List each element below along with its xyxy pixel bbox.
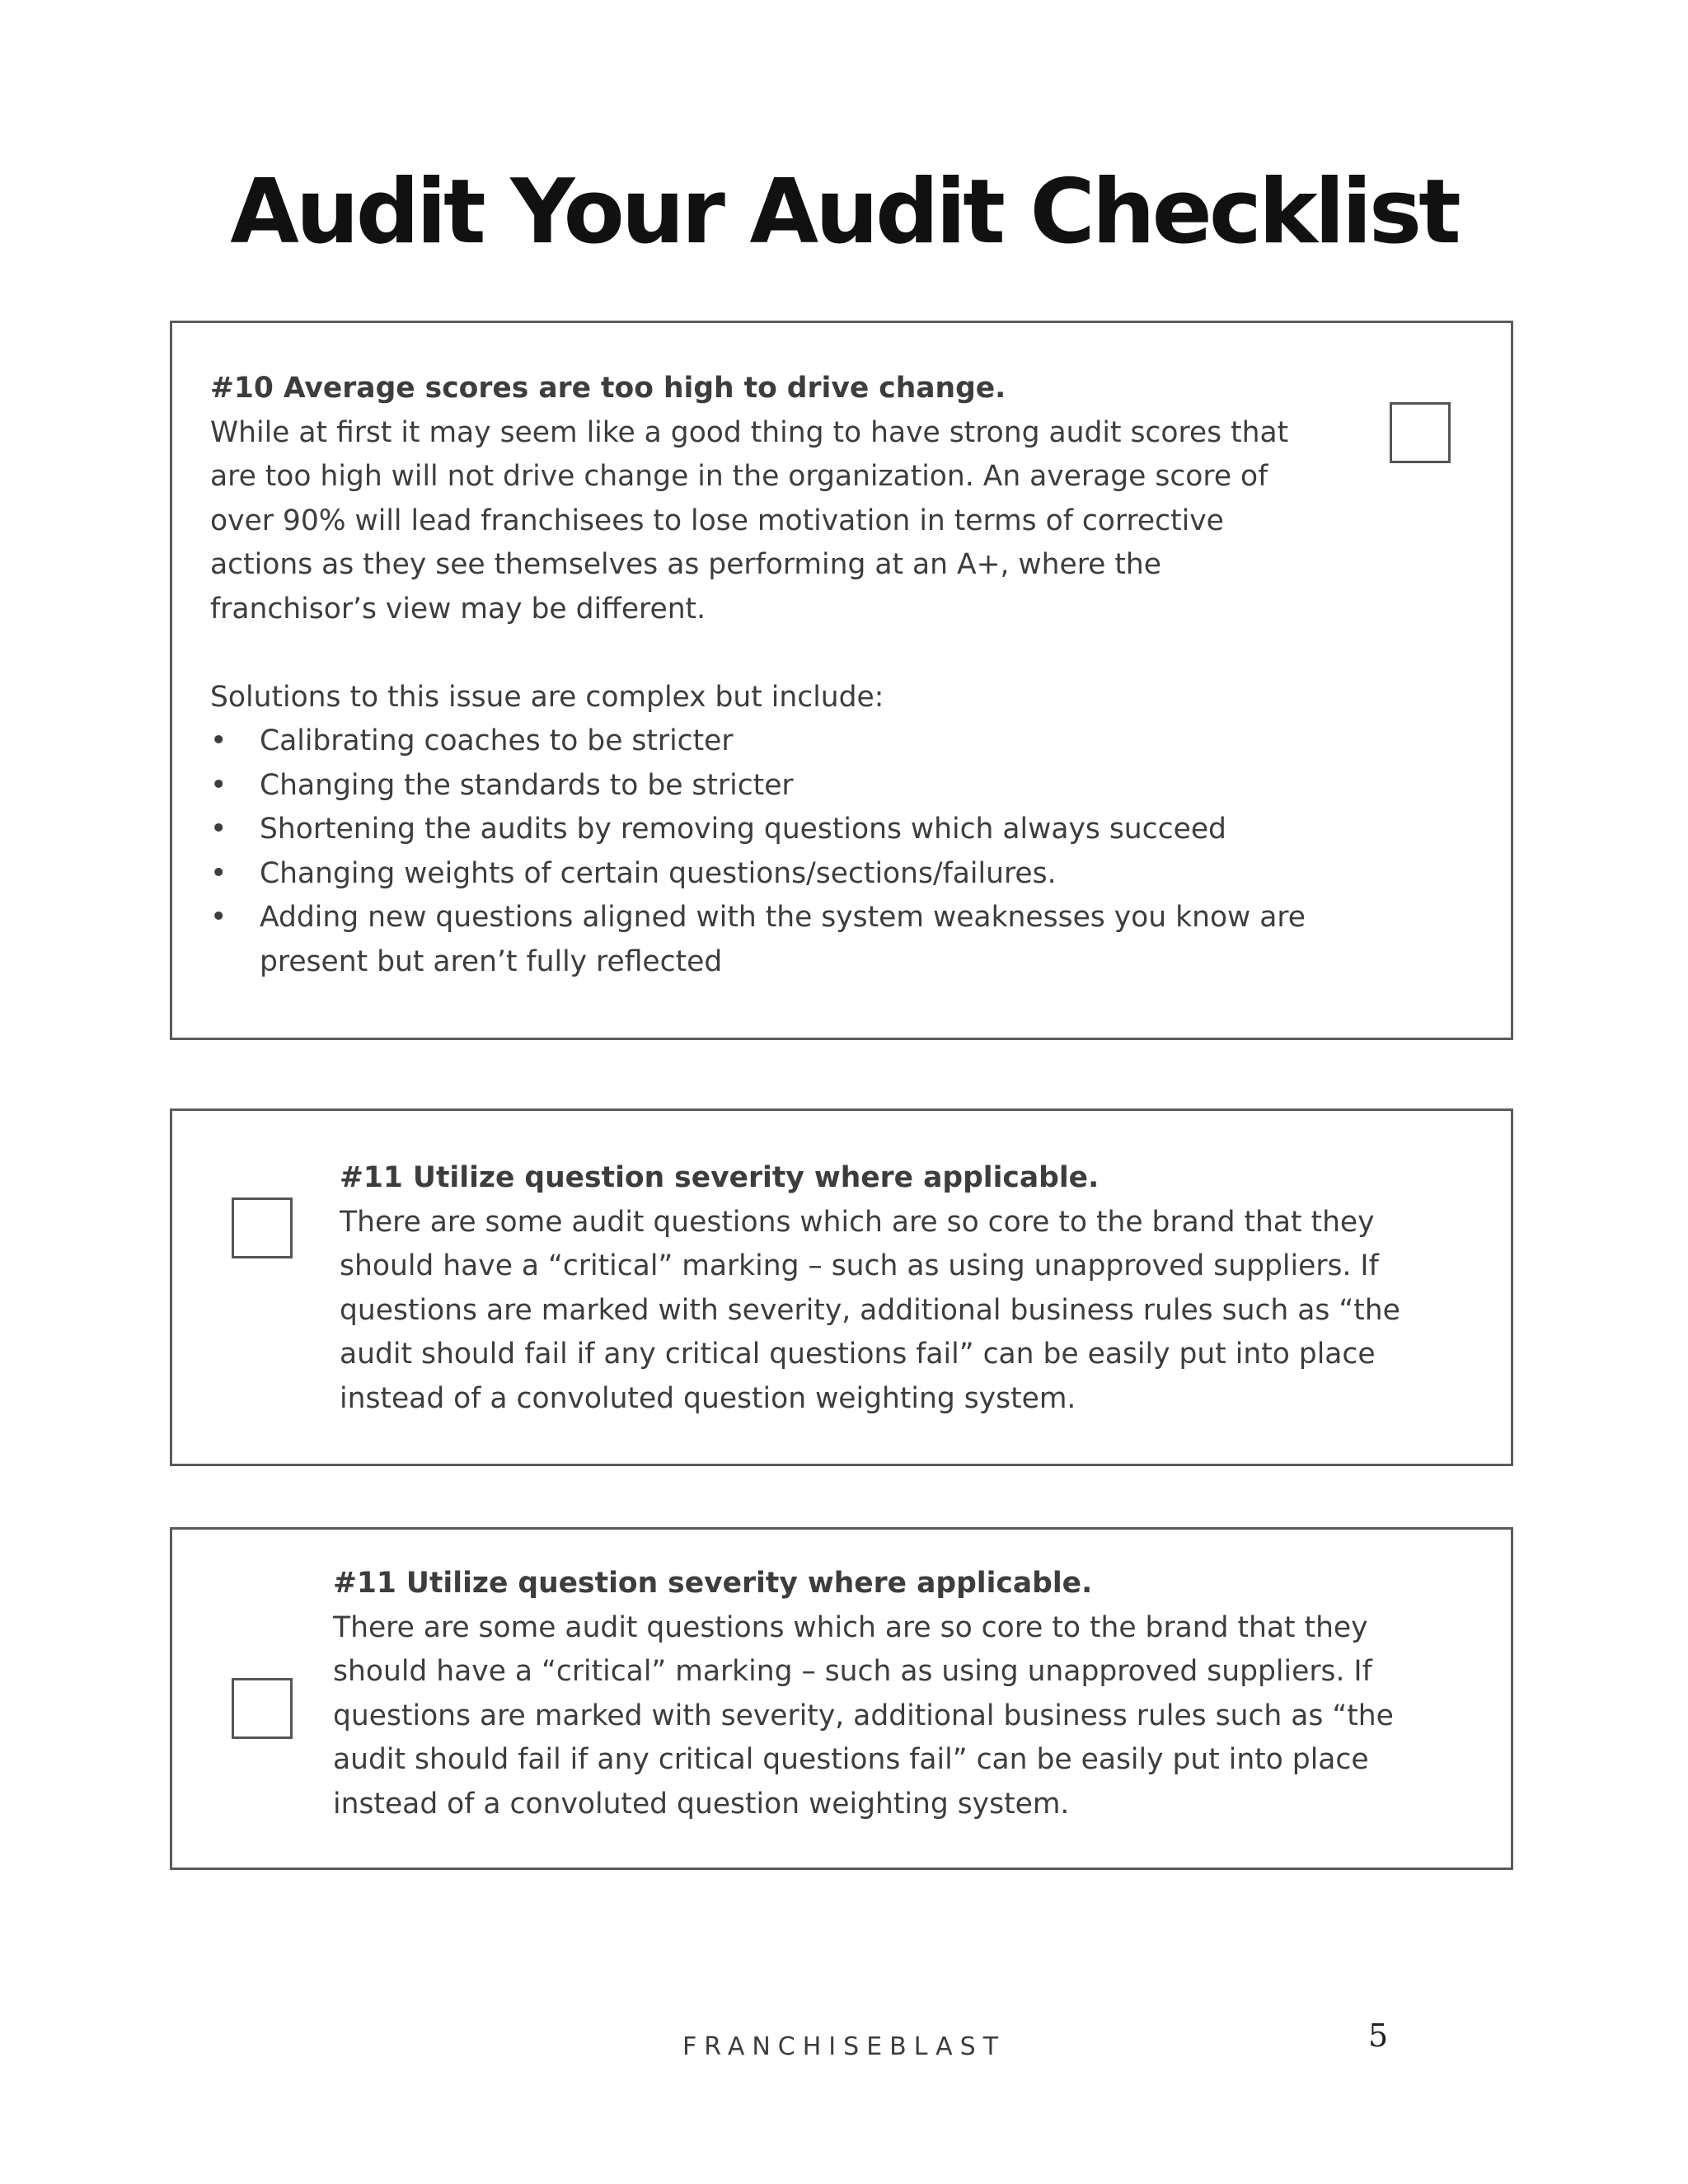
list-item (210, 808, 1315, 852)
item-description: There are some audit questions which are so core to the brand that they should have a “critical” marking – such as using unapproved suppliers. If questions are marked with severity, additional business rules such as “the audit should fail if any critical questions fail” can be easily put into place instead of a convoluted question weighting system. (333, 1610, 1394, 1821)
bullet-icon: • (210, 768, 227, 802)
list-item (210, 896, 1315, 984)
checklist-item-11 (170, 1108, 1513, 1466)
solution-text: Changing weights of certain questions/sections/failures. (260, 856, 1057, 890)
solution-text: Adding new questions aligned with the system weaknesses you know are present but aren’t fully reflected (260, 901, 1306, 978)
item-description: While at first it may seem like a good thing to have strong audit scores that are too high will not drive change in the organization. An average score of over 90% will lead franchisees to lose motivation in terms of corrective actions as they see themselves as performing at an A+, where the franchisor’s view may be different. (210, 415, 1289, 626)
item-description: There are some audit questions which are so core to the brand that they should have a “critical” marking – such as using unapproved suppliers. If questions are marked with severity, additional business rules such as “the audit should fail if any critical questions fail” can be easily put into place instead of a convoluted question weighting system. (340, 1205, 1400, 1415)
bullet-icon: • (210, 901, 227, 934)
item-10-content (210, 367, 1315, 984)
checkbox-item-11-duplicate[interactable] (232, 1678, 293, 1739)
checklist-item-10 (170, 321, 1513, 1040)
checkbox-item-11[interactable] (232, 1197, 293, 1258)
solutions-list (210, 719, 1315, 984)
bullet-icon: • (210, 724, 227, 757)
solutions-intro: Solutions to this issue are complex but include: (210, 680, 884, 714)
bullet-icon: • (210, 856, 227, 890)
page-number: 5 (1368, 2018, 1389, 2054)
checkbox-item-10[interactable] (1390, 402, 1451, 463)
solution-text: Calibrating coaches to be stricter (260, 724, 734, 757)
solution-text: Shortening the audits by removing questions which always succeed (260, 813, 1226, 846)
item-heading: #11 Utilize question severity where applicable. (333, 1567, 1093, 1600)
item-11-duplicate-content (333, 1562, 1446, 1826)
list-item (210, 719, 1315, 764)
list-item (210, 852, 1315, 897)
item-11-content (340, 1156, 1419, 1421)
item-heading: #11 Utilize question severity where applicable. (340, 1161, 1100, 1194)
page-title: Audit Your Audit Checklist (230, 161, 1458, 264)
solution-text: Changing the standards to be stricter (260, 768, 794, 802)
bullet-icon: • (210, 813, 227, 846)
checklist-item-11-duplicate (170, 1527, 1513, 1870)
list-item (210, 764, 1315, 808)
item-heading: #10 Average scores are too high to drive change. (210, 372, 1006, 405)
footer-brand: FRANCHISEBLAST (682, 2032, 1006, 2061)
